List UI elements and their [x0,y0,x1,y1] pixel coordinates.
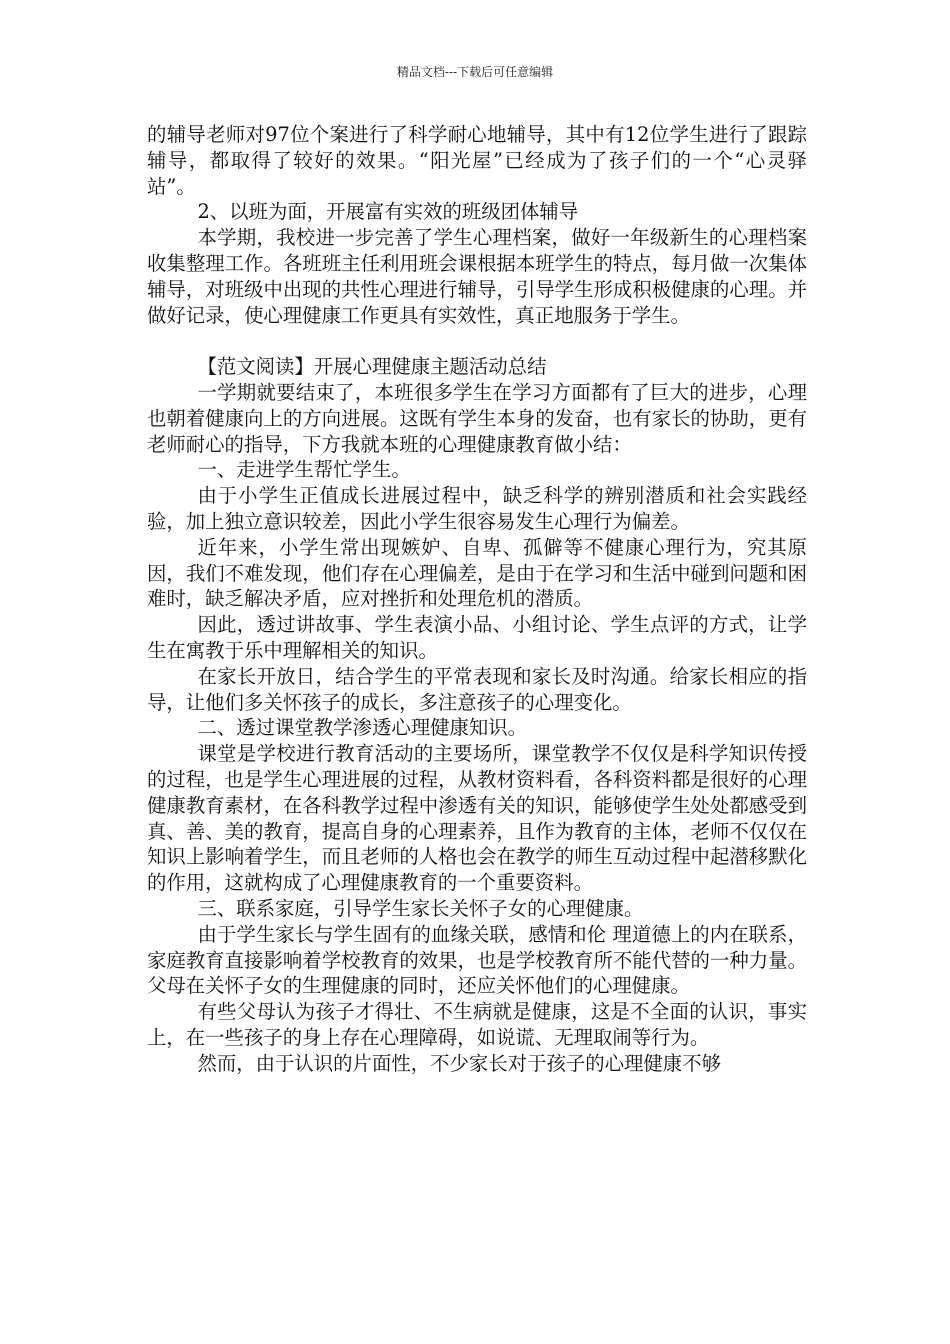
paragraph: 因此，透过讲故事、学生表演小品、小组讨论、学生点评的方式，让学生在寓教于乐中理解相关的知识。 [147,613,807,662]
section-heading-2: 二、透过课堂教学渗透心理健康知识。 [197,716,528,740]
paragraph: 课堂是学校进行教育活动的主要场所，课堂教学不仅仅是科学知识传授的过程，也是学生心理进展的过程，从教材资料看，各科资料都是很好的心理健康教育素材，在各科教学过程中渗透有关的知识，能够使学生处处都感受到真、善、美的教育，提高自身的心理素养，且作为教育的主体，老师不仅仅在知识上影响着学生，而且老师的人格也会在教学的师生互动过程中起潜移默化的作用，这就构成了心理健康教育的一个重要资料。 [147,742,807,895]
section-heading-1: 一、走进学生帮忙学生。 [197,458,411,482]
section-heading-3: 三、联系家庭，引导学生家长关怀子女的心理健康。 [197,896,644,920]
paragraph: 近年来，小学生常出现嫉妒、自卑、孤僻等不健康心理行为，究其原因，我们不难发现，他们存在心理偏差，是由于在学习和生活中碰到问题和困难时，缺乏解决矛盾，应对挫折和处理危机的潜质。 [147,535,807,611]
document-body [147,122,807,1076]
article-title: 【范文阅读】开展心理健康主题活动总结 [197,355,547,379]
page-header: 精品文档---下载后可任意编辑 [396,65,554,79]
section-heading-class-guidance: 2、以班为面，开展富有实效的班级团体辅导 [197,200,579,224]
paragraph: 在家长开放日，结合学生的平常表现和家长及时沟通。给家长相应的指导，让他们多关怀孩子的成长，多注意孩子的心理变化。 [147,664,807,714]
paragraph: 有些父母认为孩子才得壮、不生病就是健康，这是不全面的认识，事实上，在一些孩子的身上存在心理障碍，如说谎、无理取闹等行为。 [147,1000,807,1049]
paragraph-continuation: 的辅导老师对97位个案进行了科学耐心地辅导，其中有12位学生进行了跟踪辅导，都取得了较好的效果。“阳光屋”已经成为了孩子们的一个“心灵驿站”。 [147,123,807,198]
paragraph: 本学期，我校进一步完善了学生心理档案，做好一年级新生的心理档案收集整理工作。各班班主任利用班会课根据本班学生的特点，每月做一次集体辅导，对班级中出现的共性心理进行辅导，引导学生形成积极健康的心理。并做好记录，使心理健康工作更具有实效性，真正地服务于学生。 [147,226,807,327]
paragraph: 然而，由于认识的片面性，不少家长对于孩子的心理健康不够 [197,1051,721,1075]
paragraph: 由于小学生正值成长进展过程中，缺乏科学的辨别潜质和社会实践经验，加上独立意识较差，因此小学生很容易发生心理行为偏差。 [147,484,807,533]
paragraph: 一学期就要结束了，本班很多学生在学习方面都有了巨大的进步，心理也朝着健康向上的方向进展。这既有学生本身的发奋，也有家长的协助，更有老师耐心的指导，下方我就本班的心理健康教育做小结： [147,380,807,456]
paragraph: 由于学生家长与学生固有的血缘关联，感情和伦 理道德上的内在联系，家庭教育直接影响着学校教育的效果，也是学校教育所不能代替的一种力量。父母在关怀子女的生理健康的同时，还应关怀他们的心理健康。 [147,922,807,998]
